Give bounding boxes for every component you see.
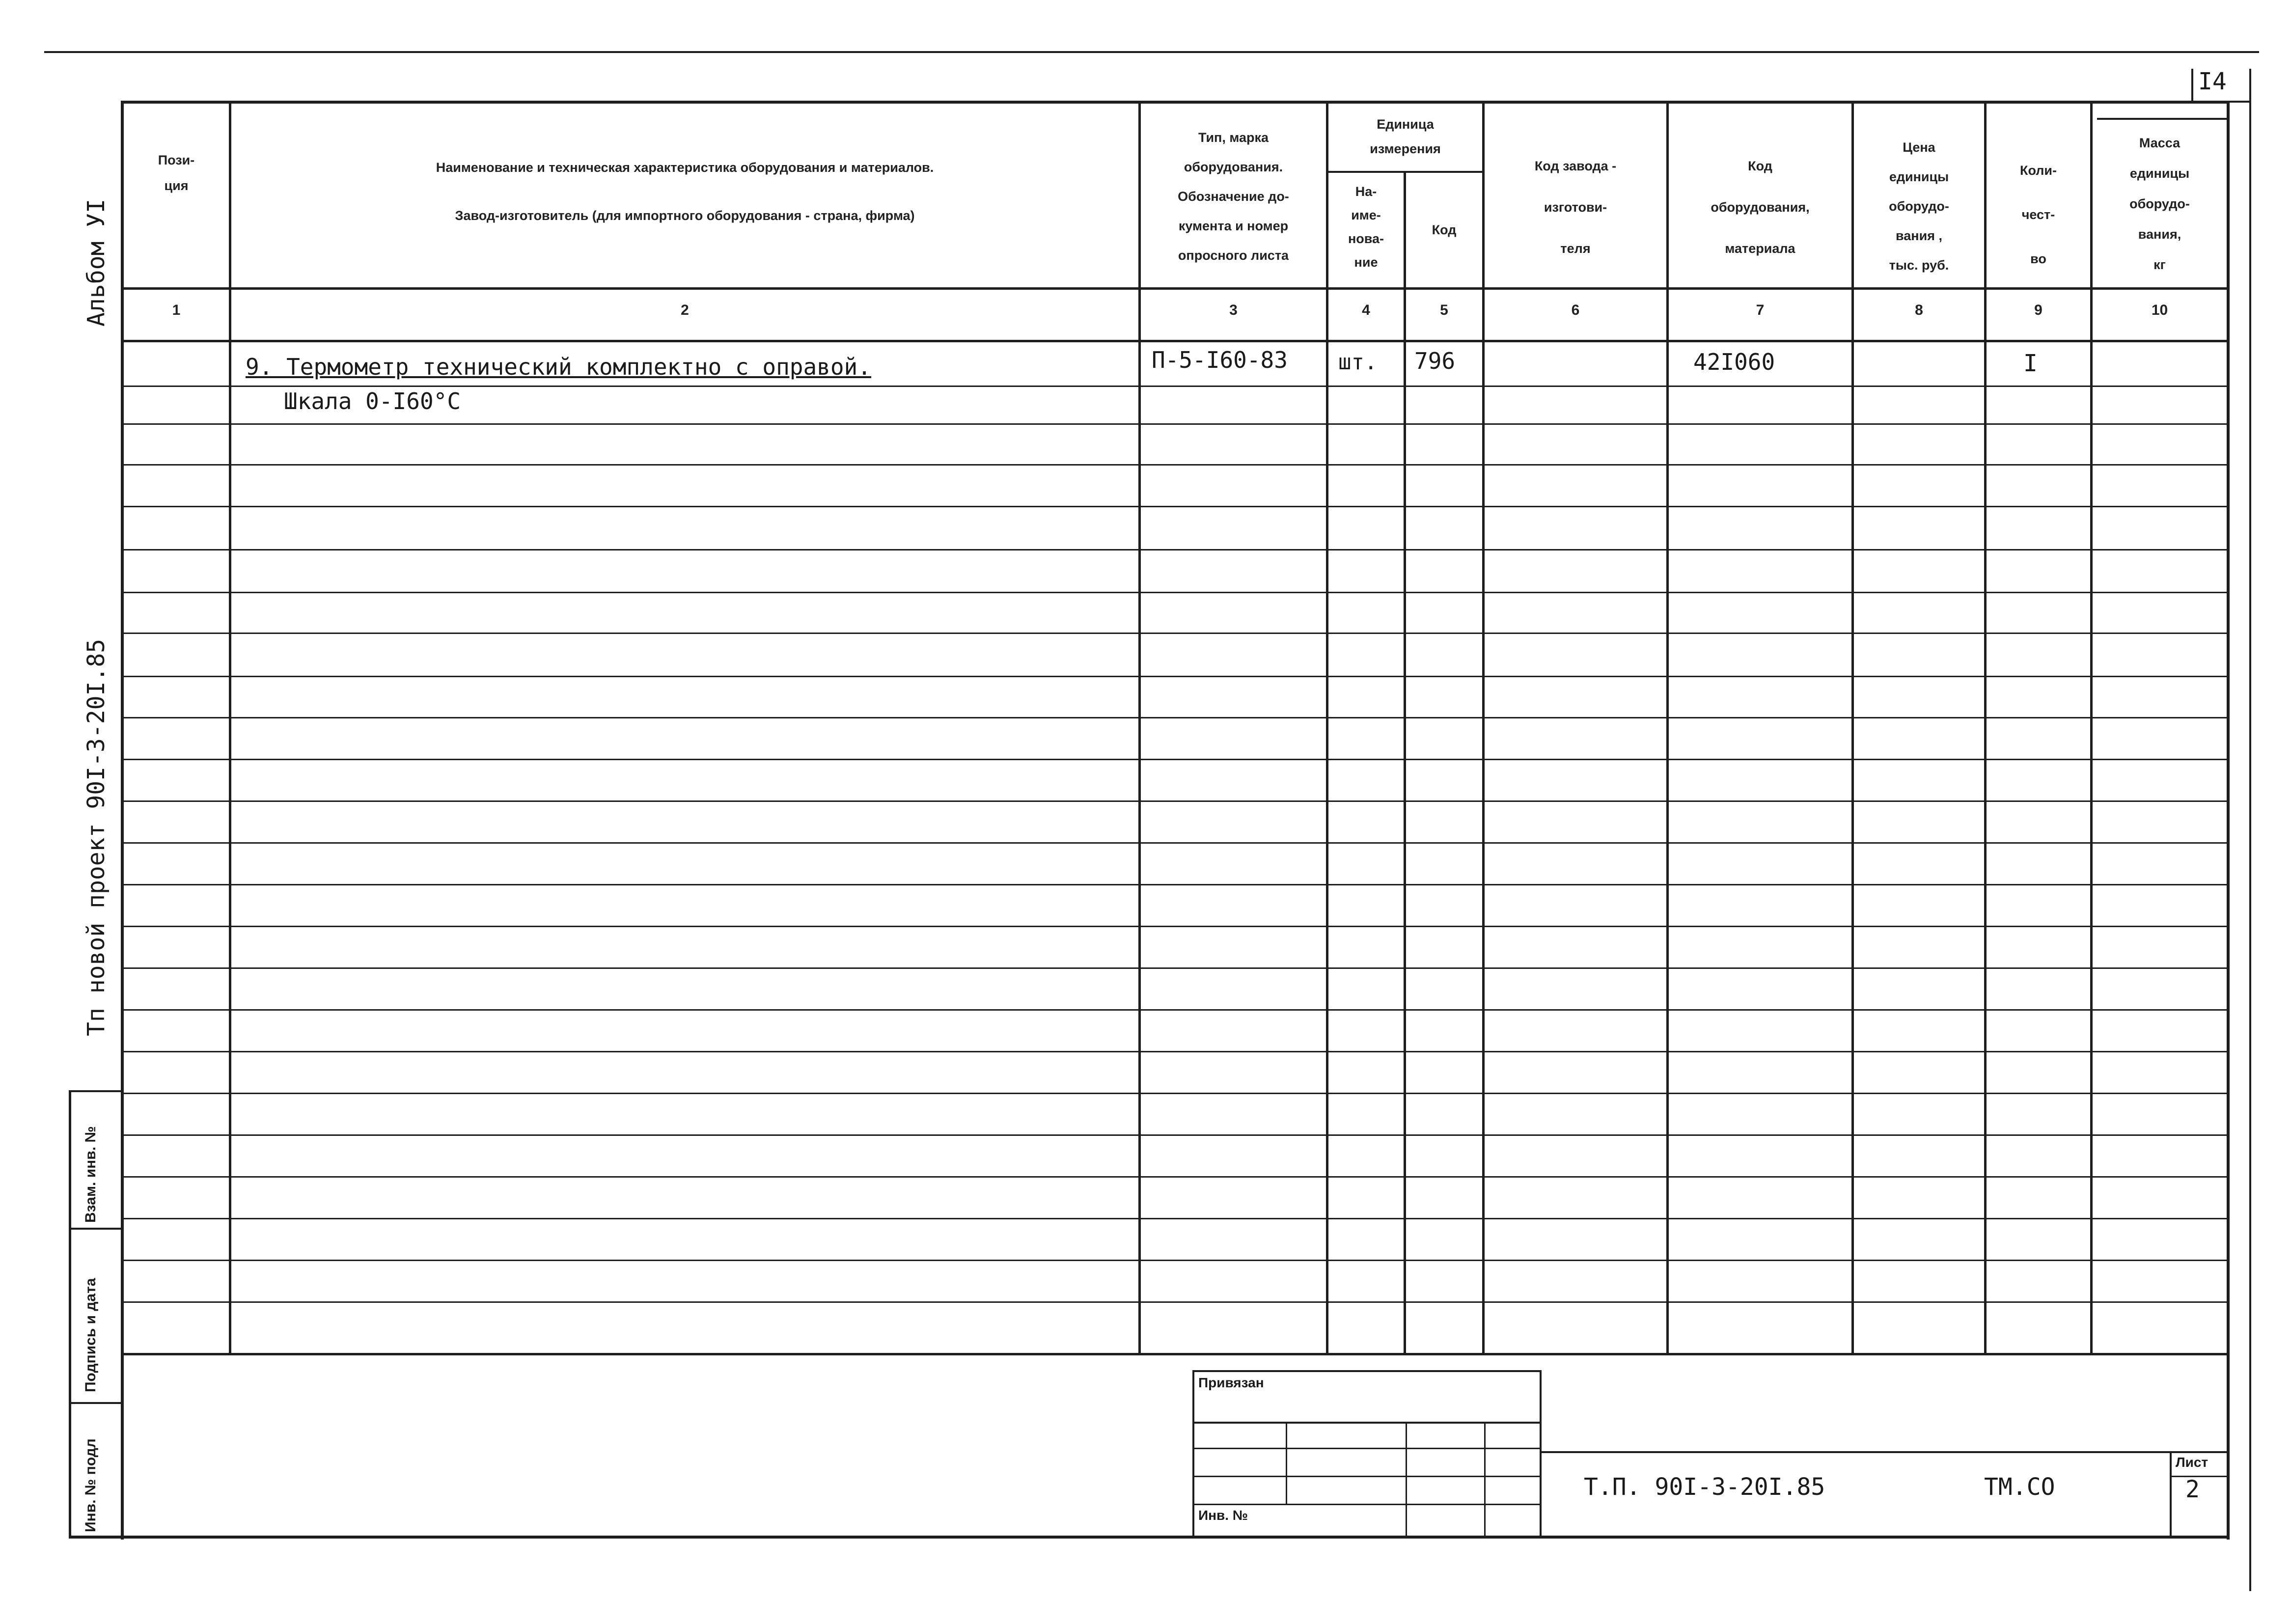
tb-box-top	[1192, 1370, 1541, 1372]
frame-right	[2227, 101, 2230, 1540]
header-position: Пози- ция	[158, 153, 195, 193]
row-separator	[124, 717, 2227, 718]
numbers-bottom	[121, 340, 2228, 342]
header-factory-code: Код завода - изготови- теля	[1534, 159, 1617, 256]
row-separator	[124, 926, 2227, 927]
row-separator	[124, 1260, 2227, 1261]
row-separator	[124, 842, 2227, 844]
frame-top	[121, 101, 2228, 104]
colnum-5: 5	[1440, 302, 1448, 318]
row-separator	[124, 884, 2227, 885]
colnum-9: 9	[2034, 302, 2043, 318]
row-separator	[124, 1134, 2227, 1136]
unit-group-line	[1326, 171, 1483, 173]
col-line-4	[1404, 172, 1406, 1355]
row-separator	[124, 759, 2227, 760]
row-separator	[124, 1301, 2227, 1303]
header-quantity: Коли- чест- во	[2019, 163, 2057, 266]
tb-row4	[1192, 1504, 1541, 1505]
project-label: Тп новой проект 90I-3-20I.85	[83, 638, 110, 1036]
tb-col1	[1286, 1422, 1287, 1505]
tb-box-left	[1192, 1370, 1194, 1537]
colnum-8: 8	[1915, 302, 1923, 318]
tb-sheet-label: Лист	[2176, 1455, 2208, 1470]
row-separator	[124, 506, 2227, 507]
colnum-10: 10	[2151, 302, 2168, 318]
row-separator	[124, 676, 2227, 677]
stamp-div2	[69, 1402, 124, 1404]
row-separator	[124, 800, 2227, 802]
row-name-line2: Шкала 0-I60°C	[284, 388, 461, 414]
tb-box-right	[1540, 1370, 1542, 1537]
album-label: Альбом УI	[83, 198, 110, 327]
row-separator	[124, 592, 2227, 593]
tb-sheet-value: 2	[2185, 1476, 2200, 1503]
tb-main-top	[1540, 1451, 2227, 1453]
row-unit-code: 796	[1414, 348, 1456, 374]
row-equipment-code: 42I060	[1693, 349, 1775, 375]
row-separator	[124, 1093, 2227, 1094]
frame-bottom	[69, 1536, 2230, 1539]
tb-row1	[1192, 1422, 1541, 1424]
tb-bound-label: Привязан	[1198, 1375, 1264, 1390]
stamp-inv-label: Инв. № подл	[83, 1438, 99, 1532]
tb-inv-label: Инв. №	[1198, 1508, 1248, 1523]
colnum-3: 3	[1229, 302, 1238, 318]
tb-row2	[1192, 1448, 1541, 1449]
colnum-1: 1	[172, 302, 181, 318]
header-bottom	[121, 287, 2228, 290]
sheet-box-bottom	[2191, 101, 2250, 103]
header-unit-name: На- име- нова- ние	[1348, 184, 1384, 270]
table-bottom	[121, 1353, 2228, 1355]
tb-row3	[1192, 1476, 1541, 1477]
header-name: Наименование и техническая характеристика оборудования и материалов. Завод-изготовитель (для импортного оборудования - страна, фирма)	[436, 160, 934, 223]
top-rule	[44, 51, 2259, 53]
row-separator	[124, 1176, 2227, 1178]
row-quantity: I	[2023, 350, 2038, 377]
stamp-left	[69, 1090, 71, 1539]
header-mass: Масса единицы оборудо- вания, кг	[2129, 136, 2190, 272]
row-separator	[124, 464, 2227, 466]
frame-right-tail	[2249, 69, 2251, 1591]
row-separator	[124, 423, 2227, 425]
colnum-6: 6	[1571, 302, 1580, 318]
sheet-number: I4	[2198, 68, 2227, 95]
tb-col3	[1484, 1422, 1486, 1537]
stamp-sign-label: Подпись и дата	[83, 1278, 99, 1392]
row-name: 9. Термометр технический комплектно с оправой.	[246, 354, 871, 380]
frame-top-right	[2097, 118, 2230, 120]
row-type: П-5-I60-83	[1152, 347, 1288, 373]
row-separator	[124, 549, 2227, 551]
stamp-div1	[69, 1228, 124, 1230]
header-type: Тип, марка оборудования. Обозначение до- кумента и номер опросного листа	[1178, 130, 1289, 263]
header-equipment-code: Код оборудования, материала	[1711, 159, 1810, 256]
stamp-top	[69, 1090, 124, 1092]
row-separator	[124, 633, 2227, 634]
row-separator	[124, 385, 2227, 387]
header-unit-group: Единица измерения	[1370, 117, 1441, 156]
row-separator	[124, 967, 2227, 969]
row-separator	[124, 1009, 2227, 1011]
colnum-7: 7	[1756, 302, 1765, 318]
tb-code: ТМ.СО	[1984, 1473, 2055, 1501]
row-separator	[124, 1218, 2227, 1219]
tb-col2	[1406, 1422, 1407, 1537]
sheet-box-left	[2191, 69, 2193, 103]
stamp-replace-label: Взам. инв. №	[83, 1126, 99, 1223]
colnum-4: 4	[1362, 302, 1370, 318]
tb-sheet-left	[2170, 1451, 2172, 1537]
row-unit-name: шт.	[1338, 350, 1378, 375]
tb-designation: Т.П. 90I-3-20I.85	[1584, 1473, 1825, 1501]
colnum-2: 2	[681, 302, 689, 318]
header-price: Цена единицы оборудо- вания , тыс. руб.	[1889, 140, 1949, 273]
header-unit-code: Код	[1432, 222, 1457, 237]
row-separator	[124, 1051, 2227, 1052]
